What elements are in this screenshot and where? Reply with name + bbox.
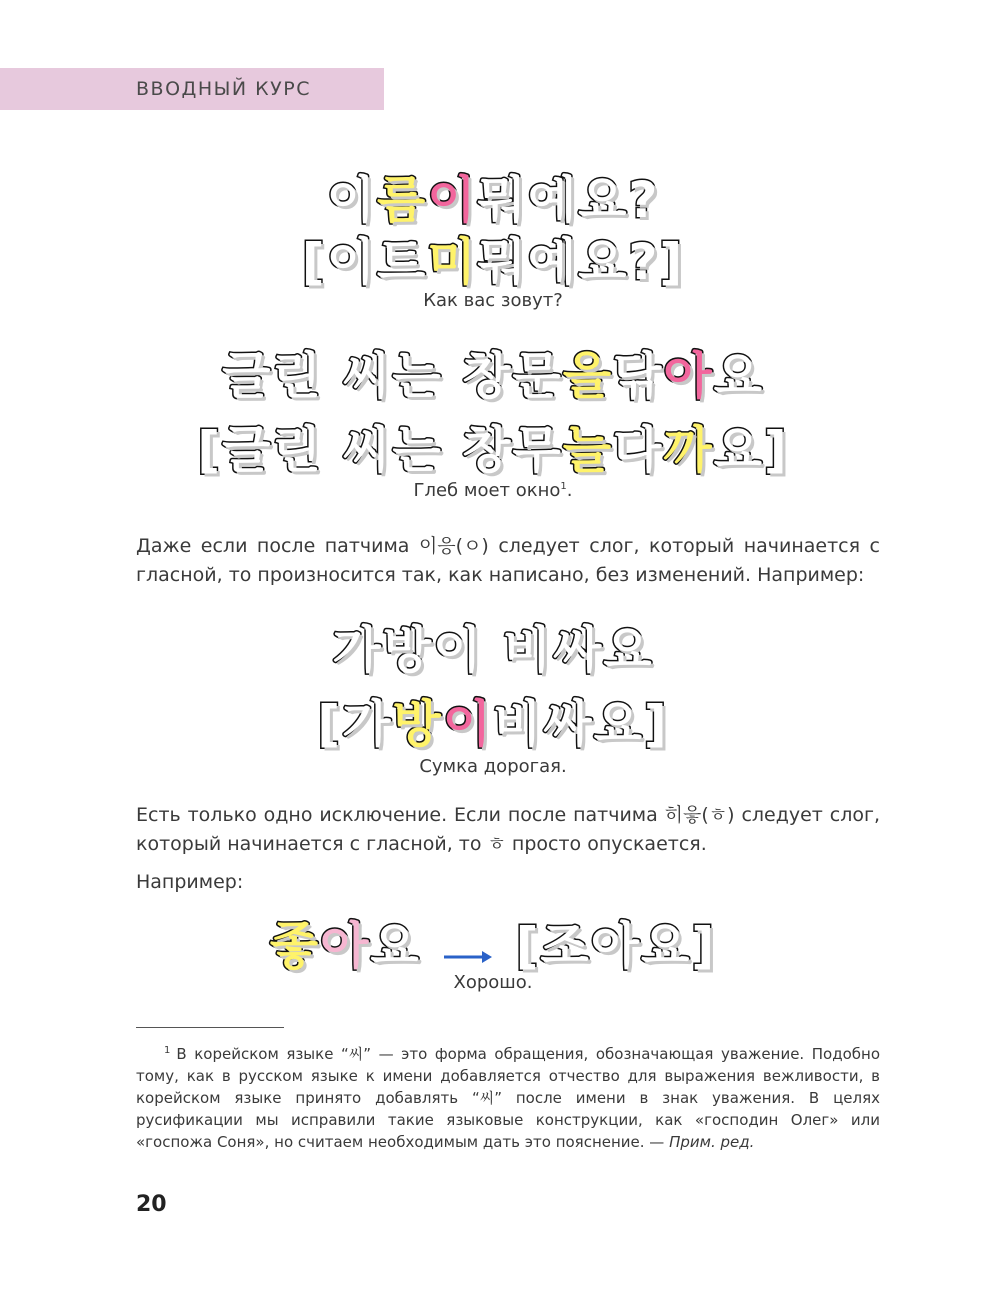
- example2-line2-part1: 늘: [562, 421, 613, 479]
- arrow-right-icon: [442, 921, 494, 979]
- example1-line1-part3: 뭐예요?: [477, 171, 660, 229]
- example2-line1-part1: 을: [562, 347, 613, 405]
- footnote-text: В корейском языке “씨” — это форма обращения, обозначающая уважение. Подобно тому, как в русском языке к имени добавляется отчество для выражения вежливости, в корейском языке принято добавлять “씨” после имени в знак уважения. В целях русификации мы исправили такие языковые конструкции, как «господин Олег» или «госпожа Соня», но считаем необходимым дать это пояснение. —: [136, 1045, 880, 1151]
- example1-line2-part2: 뭐예요?]: [477, 233, 685, 291]
- paragraph-hieut: Есть только одно исключение. Если после патчима 히읗(ㅎ) следует слог, который начинается с гласной, то ㅎ просто опускается.: [136, 804, 880, 855]
- example4-right: [조아요]: [515, 917, 717, 975]
- example4-left-part0: 좋: [269, 917, 321, 975]
- example1-line1-part2: 이: [427, 171, 478, 229]
- section-title: ВВОДНЫЙ КУРС: [136, 78, 311, 100]
- footnote: [136, 1040, 880, 1153]
- example4-left-part1: 아: [320, 917, 371, 975]
- example1-line2-part0: [이트: [301, 233, 428, 291]
- example4-caption: Хорошо.: [453, 972, 533, 993]
- paragraph-ieung: Даже если после патчима 이응(ㅇ) следует слог, который начинается с гласной, то произносится так, как написано, без изменений. Например:: [136, 535, 880, 586]
- example3-line2-part1: 방: [392, 695, 443, 753]
- footnote-ref: 1: [560, 481, 567, 492]
- example2-line2-part4: 요]: [713, 421, 789, 479]
- example3-line2-part0: [가: [317, 695, 393, 753]
- paragraph-example-lead: Например:: [136, 871, 244, 893]
- example2-line2-part2: 다: [613, 421, 664, 479]
- example2-line1-part0: 글린 씨는 창문: [222, 347, 563, 405]
- footnote-divider: [136, 1027, 284, 1028]
- page-number: 20: [136, 1192, 167, 1217]
- example3-line2: [0, 684, 986, 756]
- example4-line: [0, 906, 986, 979]
- example2-line1-part4: 요: [713, 347, 764, 405]
- example2-line2-part0: [글린 씨는 창무: [197, 421, 563, 479]
- example3-line2-part3: 비싸요]: [493, 695, 669, 753]
- example2-line1-part3: 아: [663, 347, 714, 405]
- example1-line1-part0: 이: [326, 171, 377, 229]
- example2-caption-text: Глеб моет окно: [413, 480, 561, 501]
- example2-line2-part3: 까: [663, 421, 714, 479]
- example3-line1: 가방이 비싸요: [332, 621, 654, 679]
- example2-caption: [0, 480, 986, 501]
- example2-line1-part2: 닦: [613, 347, 664, 405]
- footnote-editor-note: Прим. ред.: [669, 1133, 755, 1151]
- example1-line1-part1: 름: [376, 171, 428, 229]
- footnote-mark: 1: [164, 1045, 171, 1056]
- example1-caption: Как вас зовут?: [423, 290, 563, 311]
- example1-line2: [0, 222, 986, 294]
- example3-line2-part2: 이: [442, 695, 493, 753]
- example1-line2-part1: 미: [427, 233, 478, 291]
- example3-caption: Сумка дорогая.: [419, 756, 567, 777]
- example2-caption-end: .: [566, 480, 573, 501]
- example4-left-part2: 요: [370, 917, 421, 975]
- example2-line2: [0, 410, 986, 482]
- example2-line1: [0, 336, 986, 408]
